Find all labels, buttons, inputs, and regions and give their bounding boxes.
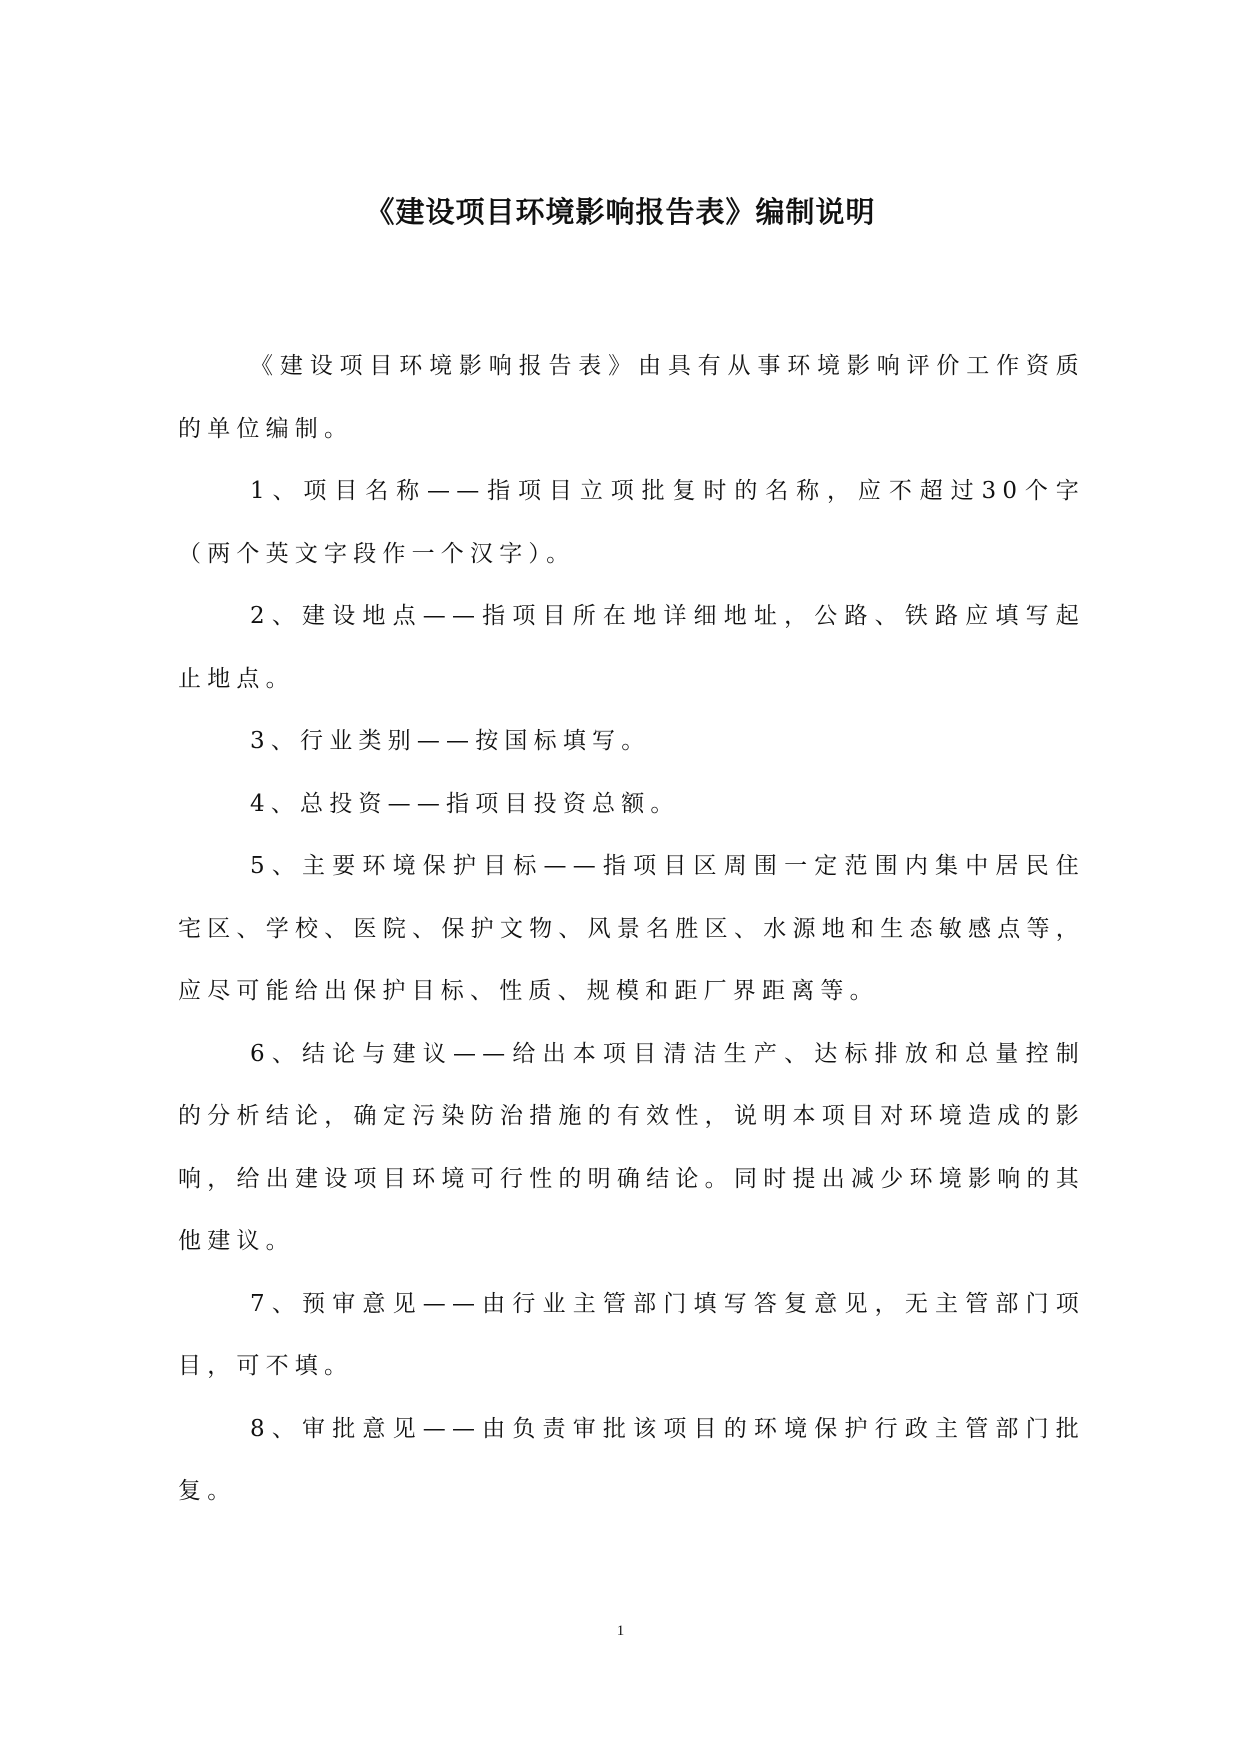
page-number: 1 <box>616 1623 625 1639</box>
item-conclusions: 6、结论与建议——给出本项目清洁生产、达标排放和总量控制的分析结论，确定污染防治措施的有效性，说明本项目对环境造成的影响，给出建设项目环境可行性的明确结论。同时提出减少环境影响的其他建议。 <box>178 1040 1085 1254</box>
item-protection-targets: 5、主要环境保护目标——指项目区周围一定范围内集中居民住宅区、学校、医院、保护文物、风景名胜区、水源地和生态敏感点等，应尽可能给出保护目标、性质、规模和距厂界距离等。 <box>178 853 1085 1004</box>
item-industry-category: 3、行业类别——按国标填写。 <box>250 728 651 754</box>
item-preliminary-review: 7、预审意见——由行业主管部门填写答复意见，无主管部门项目，可不填。 <box>178 1290 1085 1379</box>
item-project-name: 1、项目名称——指项目立项批复时的名称，应不超过30个字（两个英文字段作一个汉字）。 <box>178 478 1085 567</box>
item-total-investment: 4、总投资——指项目投资总额。 <box>250 790 680 817</box>
item-construction-site: 2、建设地点——指项目所在地详细地址，公路、铁路应填写起止地点。 <box>178 603 1085 692</box>
document-body <box>178 335 1085 1523</box>
intro-paragraph: 《建设项目环境影响报告表》由具有从事环境影响评价工作资质的单位编制。 <box>178 353 1085 442</box>
item-approval-opinion: 8、审批意见——由负责审批该项目的环境保护行政主管部门批复。 <box>178 1415 1085 1504</box>
document-title: 《建设项目环境影响报告表》编制说明 <box>365 195 876 229</box>
